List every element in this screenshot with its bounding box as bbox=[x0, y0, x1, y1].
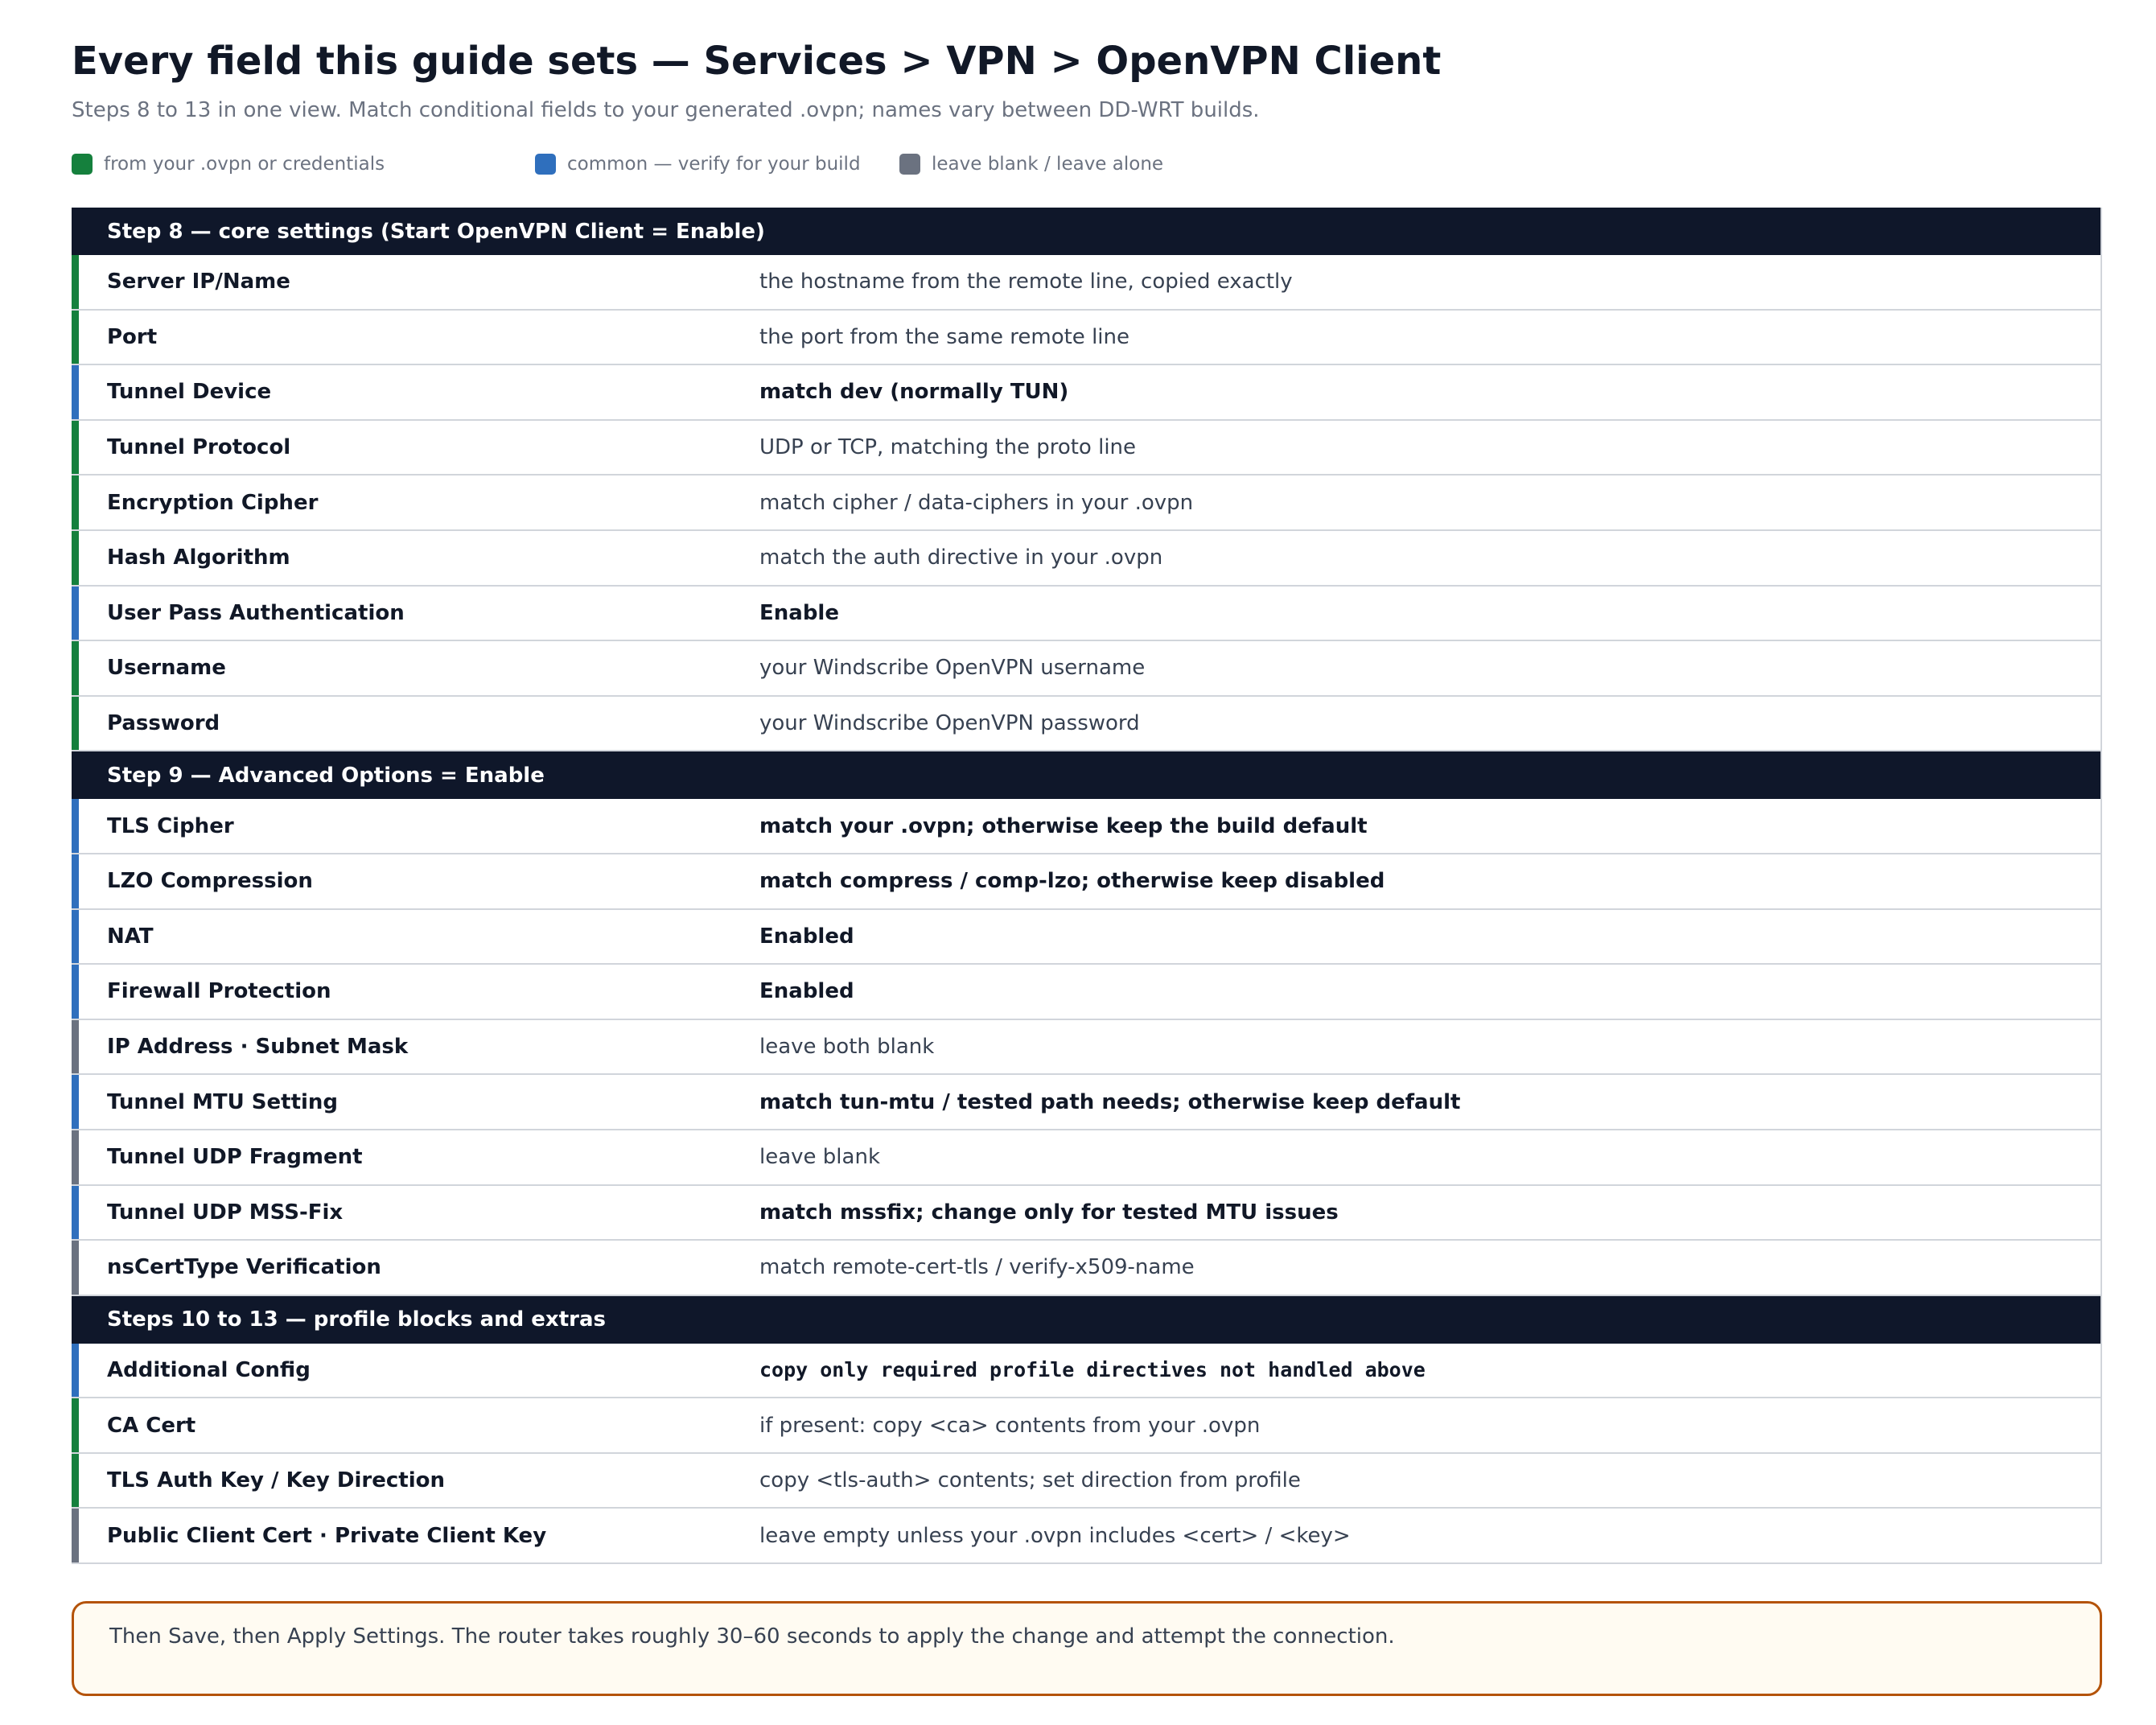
field-value: the port from the same remote line bbox=[759, 324, 1129, 349]
category-bar-green bbox=[72, 1398, 79, 1452]
legend bbox=[72, 148, 2102, 180]
field-name: Additional Config bbox=[107, 1357, 311, 1382]
table-row bbox=[72, 1241, 2100, 1296]
field-name: NAT bbox=[107, 924, 154, 949]
legend-item-common bbox=[535, 148, 861, 180]
category-bar-blue bbox=[72, 1344, 79, 1398]
field-name: Server IP/Name bbox=[107, 270, 290, 294]
category-bar-green bbox=[72, 476, 79, 529]
section-header: Steps 10 to 13 — profile blocks and extras bbox=[72, 1296, 2100, 1344]
field-name: Tunnel MTU Setting bbox=[107, 1089, 339, 1114]
field-value: match remote-cert-tls / verify-x509-name bbox=[759, 1255, 1195, 1280]
field-value: leave blank bbox=[759, 1145, 880, 1170]
page-subtitle: Steps 8 to 13 in one view. Match conditional fields to your generated .ovpn; names vary between DD-WRT builds. bbox=[72, 98, 1260, 122]
field-value: match tun-mtu / tested path needs; otherwise keep default bbox=[759, 1089, 1461, 1114]
legend-label: from your .ovpn or credentials bbox=[104, 154, 385, 175]
category-bar-green bbox=[72, 311, 79, 364]
legend-label: leave blank / leave alone bbox=[932, 154, 1164, 175]
table-row bbox=[72, 1130, 2100, 1186]
table-row bbox=[72, 799, 2100, 854]
field-name: Tunnel Device bbox=[107, 380, 272, 405]
category-bar-green bbox=[72, 531, 79, 585]
field-name: Tunnel UDP MSS-Fix bbox=[107, 1200, 344, 1225]
field-value: match mssfix; change only for tested MTU issues bbox=[759, 1200, 1339, 1225]
field-name: Port bbox=[107, 324, 158, 349]
category-bar-gray bbox=[72, 1509, 79, 1562]
field-value: leave empty unless your .ovpn includes <cert> / <key> bbox=[759, 1523, 1351, 1548]
field-value: if present: copy <ca> contents from your .ovpn bbox=[759, 1413, 1261, 1438]
field-value: match your .ovpn; otherwise keep the build default bbox=[759, 813, 1368, 838]
field-name: Tunnel UDP Fragment bbox=[107, 1145, 363, 1170]
field-name: Hash Algorithm bbox=[107, 545, 290, 570]
field-name: Password bbox=[107, 711, 220, 736]
field-value: match cipher / data-ciphers in your .ovpn bbox=[759, 490, 1194, 515]
field-value: match compress / comp-lzo; otherwise keep disabled bbox=[759, 869, 1385, 894]
field-name: Firewall Protection bbox=[107, 979, 331, 1004]
category-bar-green bbox=[72, 697, 79, 751]
legend-item-blank bbox=[899, 148, 1163, 180]
section-header: Step 9 — Advanced Options = Enable bbox=[72, 751, 2100, 799]
table-row bbox=[72, 1075, 2100, 1130]
field-value: Enabled bbox=[759, 979, 854, 1004]
field-name: LZO Compression bbox=[107, 869, 313, 894]
field-value: copy <tls-auth> contents; set direction from profile bbox=[759, 1468, 1301, 1493]
category-bar-gray bbox=[72, 1020, 79, 1074]
legend-swatch-green bbox=[72, 154, 93, 175]
category-bar-green bbox=[72, 255, 79, 309]
legend-label: common — verify for your build bbox=[567, 154, 861, 175]
table-row bbox=[72, 1398, 2100, 1454]
field-name: Public Client Cert · Private Client Key bbox=[107, 1523, 547, 1548]
table-row bbox=[72, 531, 2100, 587]
field-name: Tunnel Protocol bbox=[107, 435, 291, 460]
category-bar-blue bbox=[72, 1186, 79, 1240]
table-row bbox=[72, 587, 2100, 642]
category-bar-blue bbox=[72, 587, 79, 640]
legend-item-ovpn bbox=[72, 148, 385, 180]
table-row bbox=[72, 255, 2100, 311]
table-row bbox=[72, 311, 2100, 366]
field-value: match dev (normally TUN) bbox=[759, 380, 1069, 405]
field-value: leave both blank bbox=[759, 1035, 935, 1060]
page-title: Every field this guide sets — Services > VPN > OpenVPN Client bbox=[72, 39, 1442, 84]
category-bar-green bbox=[72, 641, 79, 695]
field-value: Enabled bbox=[759, 924, 854, 949]
table-row bbox=[72, 641, 2100, 697]
category-bar-gray bbox=[72, 1130, 79, 1184]
table-row bbox=[72, 421, 2100, 476]
table-row bbox=[72, 365, 2100, 421]
section-header: Step 8 — core settings (Start OpenVPN Client = Enable) bbox=[72, 208, 2100, 255]
category-bar-blue bbox=[72, 365, 79, 419]
field-name: TLS Cipher bbox=[107, 813, 234, 838]
category-bar-blue bbox=[72, 910, 79, 964]
table-row bbox=[72, 965, 2100, 1020]
table-row bbox=[72, 476, 2100, 531]
category-bar-blue bbox=[72, 965, 79, 1019]
table-row bbox=[72, 1344, 2100, 1399]
field-name: User Pass Authentication bbox=[107, 600, 405, 625]
field-value: Enable bbox=[759, 600, 839, 625]
legend-swatch-blue bbox=[535, 154, 556, 175]
field-name: IP Address · Subnet Mask bbox=[107, 1035, 409, 1060]
field-name: TLS Auth Key / Key Direction bbox=[107, 1468, 445, 1493]
field-value: match the auth directive in your .ovpn bbox=[759, 545, 1163, 570]
table-row bbox=[72, 1454, 2100, 1509]
table-row bbox=[72, 910, 2100, 965]
settings-table bbox=[72, 208, 2102, 1564]
table-row bbox=[72, 1509, 2100, 1564]
table-row bbox=[72, 854, 2100, 910]
field-value: UDP or TCP, matching the proto line bbox=[759, 435, 1137, 460]
table-row bbox=[72, 1020, 2100, 1076]
table-row bbox=[72, 697, 2100, 752]
field-value: your Windscribe OpenVPN username bbox=[759, 656, 1146, 681]
field-value: copy only required profile directives not handled above bbox=[759, 1358, 1426, 1382]
field-name: CA Cert bbox=[107, 1413, 196, 1438]
category-bar-green bbox=[72, 421, 79, 475]
legend-swatch-gray bbox=[899, 154, 920, 175]
category-bar-blue bbox=[72, 1075, 79, 1129]
category-bar-green bbox=[72, 1454, 79, 1508]
field-value: your Windscribe OpenVPN password bbox=[759, 711, 1140, 736]
save-apply-note: Then Save, then Apply Settings. The router takes roughly 30–60 seconds to apply the change and attempt the connection. bbox=[72, 1601, 2102, 1696]
field-name: nsCertType Verification bbox=[107, 1255, 381, 1280]
field-name: Username bbox=[107, 656, 226, 681]
category-bar-blue bbox=[72, 799, 79, 853]
category-bar-gray bbox=[72, 1241, 79, 1295]
field-name: Encryption Cipher bbox=[107, 490, 319, 515]
field-value: the hostname from the remote line, copied exactly bbox=[759, 270, 1293, 294]
category-bar-blue bbox=[72, 854, 79, 908]
table-row bbox=[72, 1186, 2100, 1241]
